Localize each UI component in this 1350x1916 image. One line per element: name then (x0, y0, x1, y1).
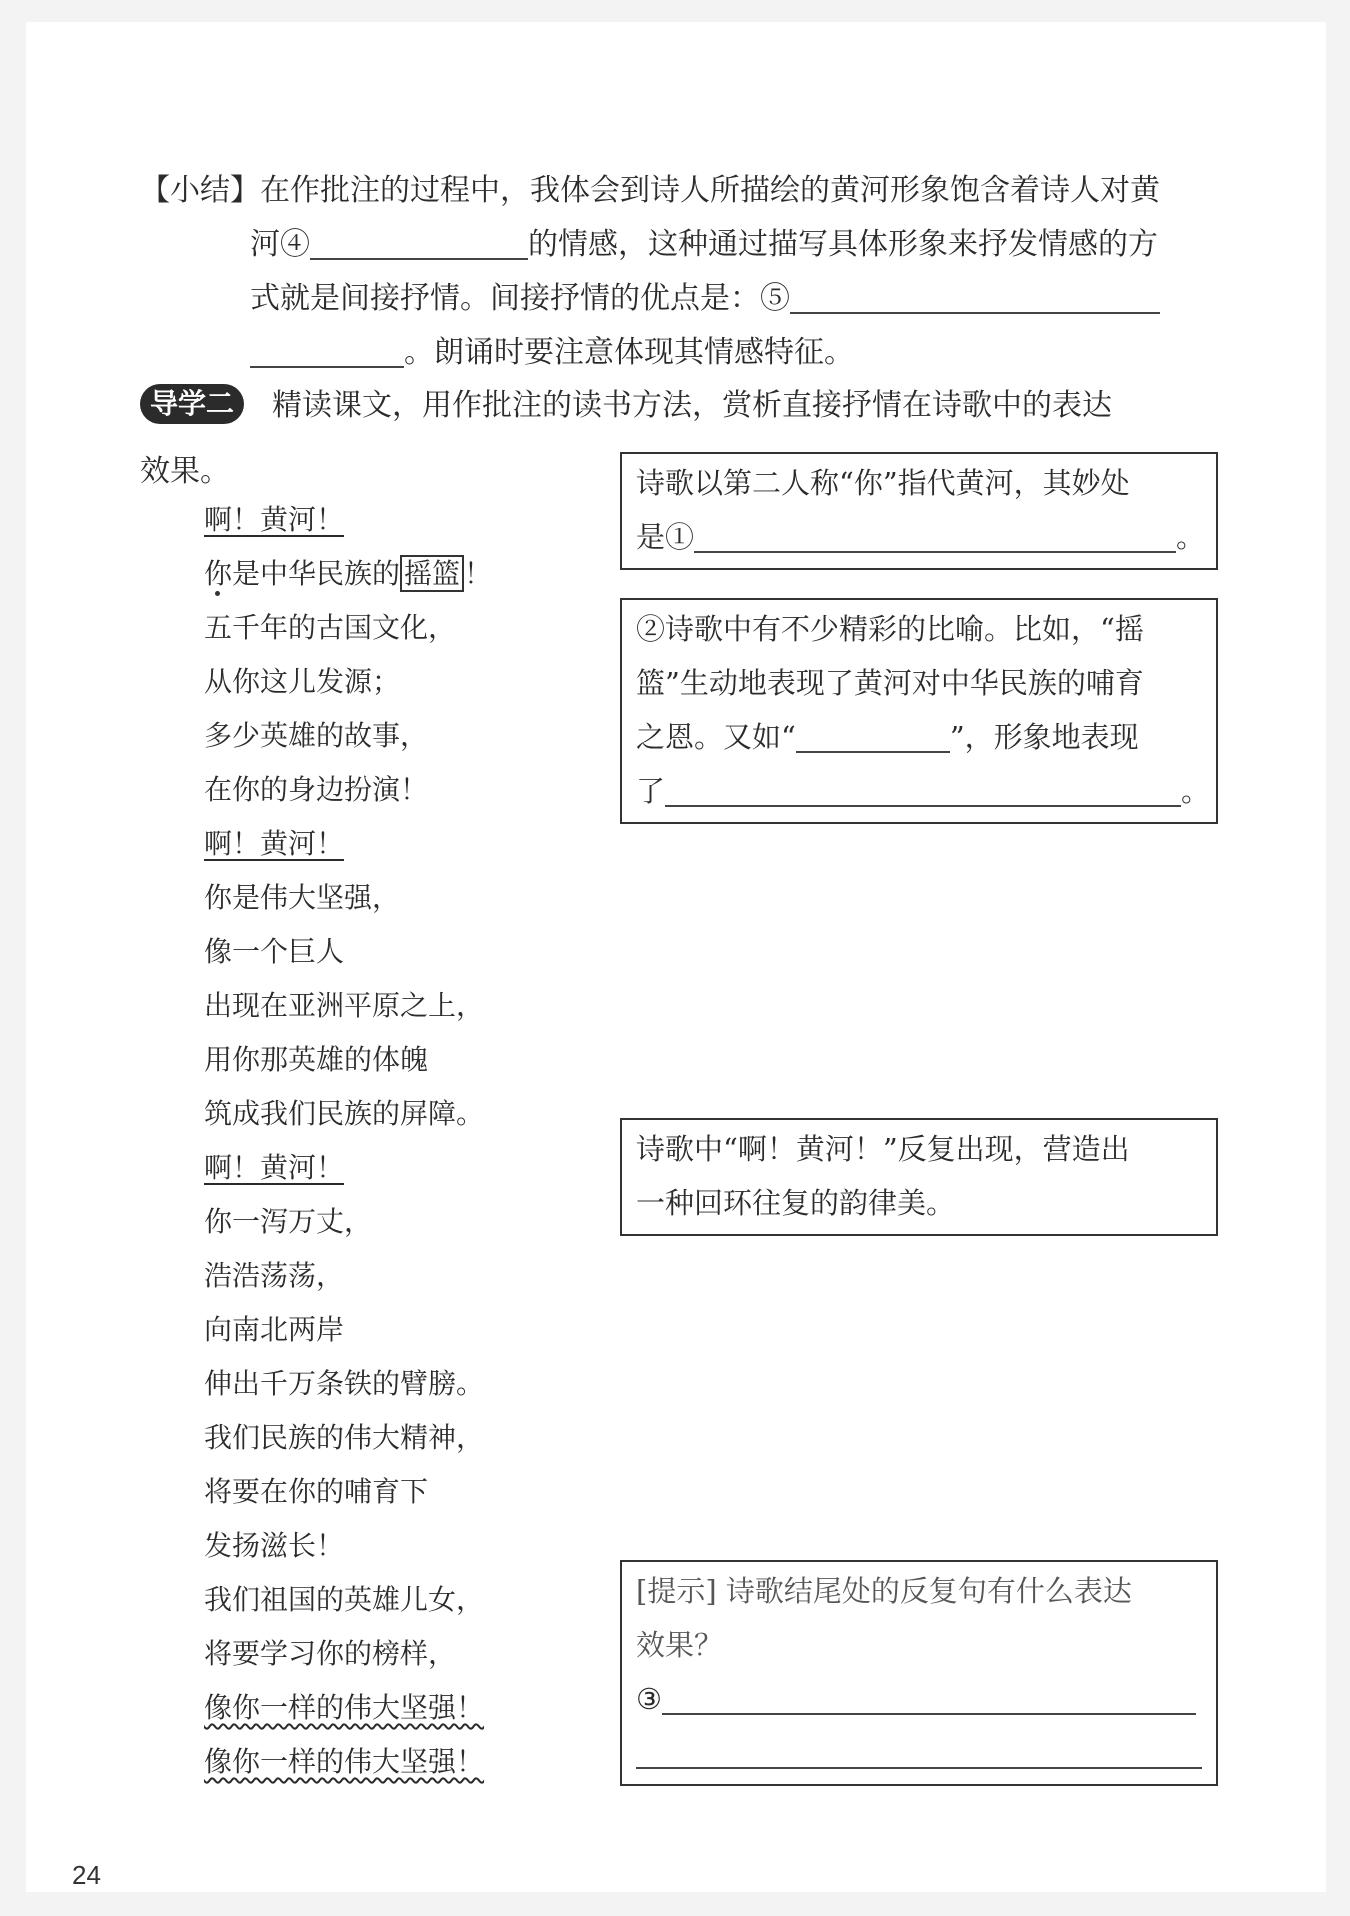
poem-line: 筑成我们民族的屏障。 (204, 1097, 485, 1130)
poem-line: 像一个巨人 (204, 935, 345, 968)
poem-line: 五千年的古国文化， (204, 611, 457, 644)
note-2-line-3-start: 之恩。又如“ (636, 720, 796, 754)
poem-line: 向南北两岸 (204, 1313, 345, 1346)
answer-blank-5[interactable] (790, 282, 1160, 314)
poem-line: 将要学习你的榜样， (204, 1637, 457, 1670)
guide-text-continued: 效果。 (140, 454, 230, 489)
annotation-box-4 (620, 1560, 1218, 1786)
note-1-line-1: 诗歌以第二人称“你”指代黄河，其妙处 (636, 466, 1130, 500)
poem-line: 我们祖国的英雄儿女， (204, 1583, 485, 1616)
note-3-line-2: 一种回环往复的韵律美。 (636, 1186, 956, 1220)
note-2-line-4-start: 了 (636, 774, 666, 808)
poem-line: 多少英雄的故事， (204, 719, 429, 752)
poem-punctuation: ！ (464, 557, 493, 590)
poem-line: 用你那英雄的体魄 (204, 1043, 429, 1076)
annotation-box-3 (620, 1118, 1218, 1236)
answer-blank-2a[interactable] (796, 721, 950, 753)
note-1-line-2 (636, 510, 1205, 564)
answer-blank-4[interactable] (310, 228, 528, 260)
guide-heading (140, 380, 1112, 424)
poem-line: 像你一样的伟大坚强！ (204, 1745, 485, 1778)
note-2-line-1: ②诗歌中有不少精彩的比喻。比如，“摇 (636, 612, 1144, 646)
note-1-line-2-start: 是① (636, 520, 695, 554)
summary-line-2-end: 的情感，这种通过描写具体形象来抒发情感的方 (528, 227, 1158, 262)
annotation-box-2 (620, 598, 1218, 824)
question-number-3: ③ (636, 1682, 662, 1716)
answer-blank-3b[interactable] (636, 1737, 1202, 1769)
poem-line: 伸出千万条铁的臂膀。 (204, 1367, 485, 1400)
guide-badge: 导学二 (140, 384, 244, 424)
note-2-line-4-end: 。 (1181, 774, 1211, 808)
answer-blank-3a[interactable] (662, 1683, 1196, 1715)
boxed-word: 摇篮 (400, 555, 464, 592)
poem-text: 你是中华民族的 (204, 557, 401, 590)
note-2-line-4 (636, 764, 1210, 818)
poem-line: 啊！黄河！ (204, 827, 345, 860)
poem-line: 将要在你的哺育下 (204, 1475, 429, 1508)
note-2-line-3-end: ”，形象地表现 (949, 720, 1139, 754)
poem-line: 从你这儿发源； (204, 665, 401, 698)
summary-line-1: 在作批注的过程中，我体会到诗人所描绘的黄河形象饱含着诗人对黄 (260, 173, 1160, 208)
note-3-line-1: 诗歌中“啊！黄河！”反复出现，营造出 (636, 1132, 1130, 1166)
note-4-line-4 (636, 1726, 1202, 1780)
poem-line: 你一泻万丈， (204, 1205, 373, 1238)
note-2-line-2: 篮”生动地表现了黄河对中华民族的哺育 (636, 666, 1144, 700)
poem-line: 啊！黄河！ (204, 1151, 345, 1184)
note-1-line-2-end: 。 (1176, 520, 1206, 554)
summary-line-4: 。朗诵时要注意体现其情感特征。 (404, 335, 854, 370)
answer-blank-1[interactable] (694, 521, 1176, 553)
note-4-line-3 (636, 1672, 1196, 1726)
summary-label: 【小结】 (140, 173, 260, 208)
poem-line: 我们民族的伟大精神， (204, 1421, 485, 1454)
poem-line: 像你一样的伟大坚强！ (204, 1691, 485, 1724)
poem-line: 你是伟大坚强， (204, 881, 401, 914)
note-2-line-3 (636, 710, 1139, 764)
page-number: 24 (72, 1860, 101, 1890)
hint-line-1: [提示] 诗歌结尾处的反复句有什么表达 (636, 1574, 1132, 1608)
annotation-box-1 (620, 452, 1218, 570)
guide-text: 精读课文，用作批注的读书方法，赏析直接抒情在诗歌中的表达 (272, 388, 1113, 423)
summary-line-2-start: 河④ (250, 227, 310, 262)
poem-line: 在你的身边扮演！ (204, 773, 429, 806)
hint-line-2: 效果？ (636, 1628, 724, 1662)
poem-line: 发扬滋长！ (204, 1529, 345, 1562)
poem-line-text (204, 557, 400, 590)
answer-blank-2b[interactable] (665, 775, 1181, 807)
emphasis-dot (215, 591, 220, 596)
poem-line: 出现在亚洲平原之上， (204, 989, 485, 1022)
summary-line-3: 式就是间接抒情。间接抒情的优点是：⑤ (250, 281, 790, 316)
poem-line: 啊！黄河！ (204, 503, 345, 536)
poem-line: 浩浩荡荡， (204, 1259, 345, 1292)
poem-line (204, 552, 492, 592)
answer-blank-5-continued[interactable] (250, 336, 404, 368)
